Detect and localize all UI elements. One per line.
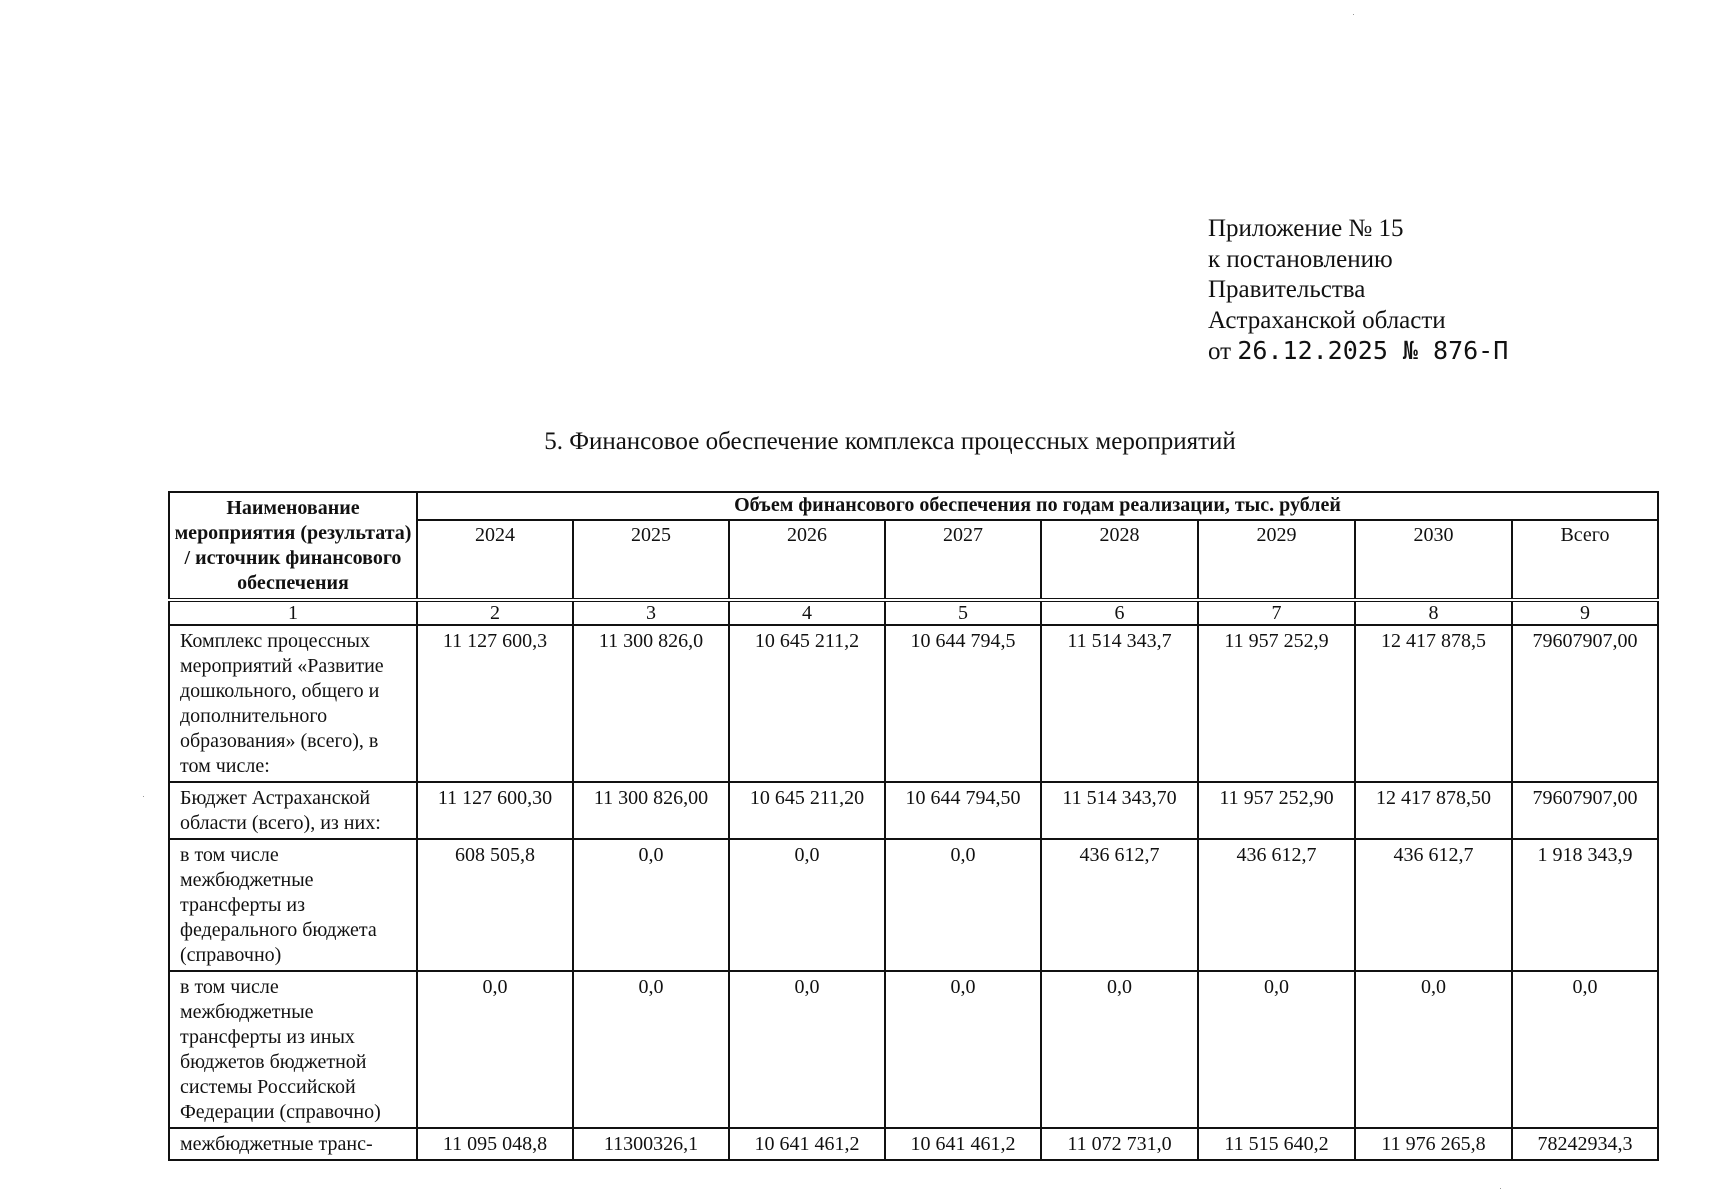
table-cell: 436 612,7 [1041, 839, 1198, 971]
table-cell: 11 300 826,00 [573, 782, 729, 839]
date-prefix: от [1208, 338, 1232, 365]
table-cell: 10 645 211,20 [729, 782, 885, 839]
table-cell: 0,0 [729, 971, 885, 1128]
column-header-year: 2028 [1041, 520, 1198, 600]
table-cell: 78242934,3 [1512, 1128, 1658, 1160]
table-cell: 0,0 [1198, 971, 1355, 1128]
column-index-row [169, 600, 1658, 625]
appendix-line-date [1208, 336, 1508, 368]
table-cell: 10 644 794,5 [885, 625, 1041, 782]
column-header-year: 2026 [729, 520, 885, 600]
row-label: межбюджетные транс- [169, 1128, 417, 1160]
appendix-line-region: Астраханской области [1208, 306, 1446, 334]
table-cell: 11 127 600,30 [417, 782, 573, 839]
table-cell: 0,0 [729, 839, 885, 971]
table-cell: 11 127 600,3 [417, 625, 573, 782]
table-cell: 436 612,7 [1355, 839, 1512, 971]
table-row [169, 971, 1658, 1128]
table-cell: 10 645 211,2 [729, 625, 885, 782]
header-row-group [169, 492, 1658, 520]
table-row [169, 839, 1658, 971]
table-cell: 608 505,8 [417, 839, 573, 971]
column-index: 6 [1041, 600, 1198, 625]
table-cell: 11 300 826,0 [573, 625, 729, 782]
table-row [169, 1128, 1658, 1160]
decree-date-number: 26.12.2025 № 876-П [1237, 336, 1509, 365]
column-index: 3 [573, 600, 729, 625]
row-label: в том числе межбюджетные трансферты из федерального бюджета (справочно) [169, 839, 417, 971]
scan-speck [1500, 1188, 1501, 1189]
appendix-number: Приложение № 15 [1208, 215, 1404, 242]
section-title: 5. Финансовое обеспечение комплекса процессных мероприятий [544, 428, 1236, 455]
column-header-year: 2029 [1198, 520, 1355, 600]
column-index: 9 [1512, 600, 1658, 625]
row-label: Бюджет Астраханской области (всего), из них: [169, 782, 417, 839]
table-cell: 10 641 461,2 [729, 1128, 885, 1160]
table-cell: 0,0 [885, 971, 1041, 1128]
table-cell: 10 641 461,2 [885, 1128, 1041, 1160]
table-cell: 11 514 343,70 [1041, 782, 1198, 839]
appendix-line-government: Правительства [1208, 276, 1366, 303]
row-label: в том числе межбюджетные трансферты из иных бюджетов бюджетной системы Российской Федерации (справочно) [169, 971, 417, 1128]
appendix-line-decree: к постановлению [1208, 245, 1393, 273]
table-row [169, 782, 1658, 839]
table-cell: 11 957 252,9 [1198, 625, 1355, 782]
table-cell: 12 417 878,50 [1355, 782, 1512, 839]
table-cell: 0,0 [1512, 971, 1658, 1128]
column-header-year: 2030 [1355, 520, 1512, 600]
table-cell: 11 514 343,7 [1041, 625, 1198, 782]
column-index: 2 [417, 600, 573, 625]
column-index: 4 [729, 600, 885, 625]
table-cell: 1 918 343,9 [1512, 839, 1658, 971]
column-index: 5 [885, 600, 1041, 625]
table-cell: 79607907,00 [1512, 625, 1658, 782]
table-cell: 0,0 [573, 839, 729, 971]
table-cell: 79607907,00 [1512, 782, 1658, 839]
column-header-year: 2024 [417, 520, 573, 600]
column-header-name: Наименование мероприятия (результата) / источник финансового обеспечения [169, 492, 417, 600]
table-cell: 11300326,1 [573, 1128, 729, 1160]
column-group-header: Объем финансового обеспечения по годам реализации, тыс. рублей [417, 492, 1658, 520]
table-cell: 11 072 731,0 [1041, 1128, 1198, 1160]
table-cell: 11 957 252,90 [1198, 782, 1355, 839]
table-cell: 12 417 878,5 [1355, 625, 1512, 782]
row-label: Комплекс процессных мероприятий «Развитие дошкольного, общего и дополнительного образования» (всего), в том числе: [169, 625, 417, 782]
column-header-total: Всего [1512, 520, 1658, 600]
appendix-block [1208, 214, 1508, 368]
scan-speck [143, 796, 144, 797]
table-cell: 0,0 [885, 839, 1041, 971]
column-header-year: 2027 [885, 520, 1041, 600]
table-cell: 11 515 640,2 [1198, 1128, 1355, 1160]
scan-speck [1353, 14, 1354, 15]
financing-table [168, 491, 1659, 1161]
table-row [169, 625, 1658, 782]
table-cell: 0,0 [1355, 971, 1512, 1128]
column-index: 7 [1198, 600, 1355, 625]
column-index: 8 [1355, 600, 1512, 625]
table-cell: 0,0 [1041, 971, 1198, 1128]
table-cell: 436 612,7 [1198, 839, 1355, 971]
table-cell: 0,0 [417, 971, 573, 1128]
table-cell: 10 644 794,50 [885, 782, 1041, 839]
table-cell: 11 976 265,8 [1355, 1128, 1512, 1160]
column-header-year: 2025 [573, 520, 729, 600]
table-cell: 0,0 [573, 971, 729, 1128]
column-index: 1 [169, 600, 417, 625]
table-cell: 11 095 048,8 [417, 1128, 573, 1160]
